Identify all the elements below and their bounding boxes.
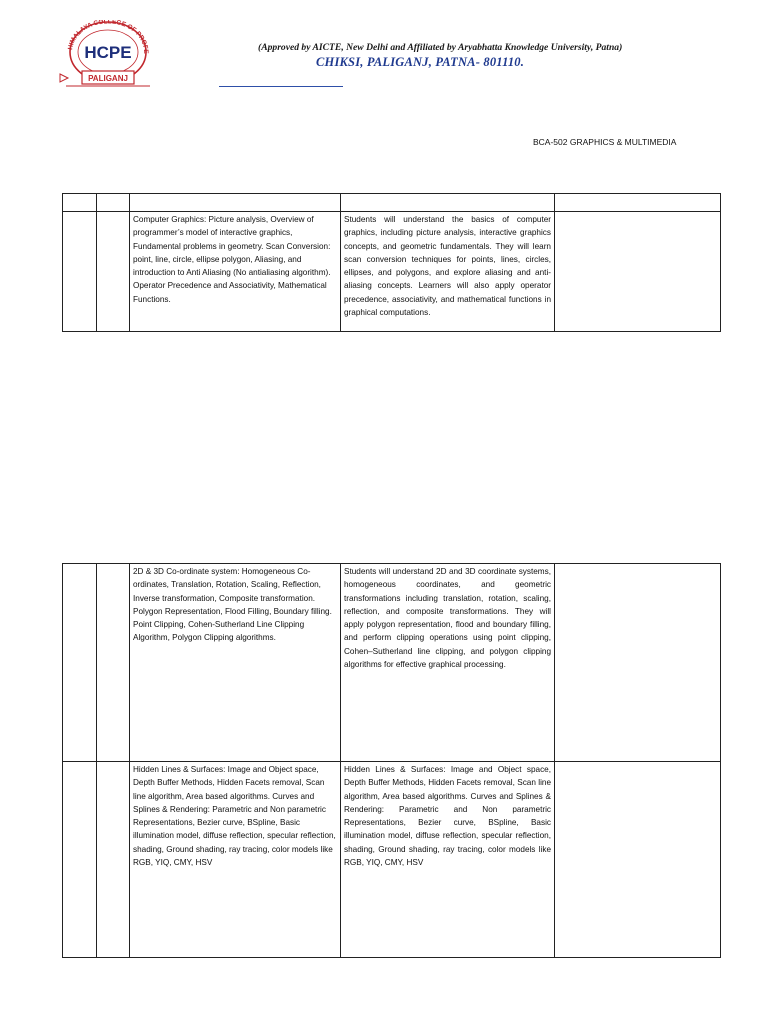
table-cell [555, 762, 721, 958]
outcome-cell: Students will understand 2D and 3D coordinate systems, homogeneous coordinates, and geometric transformations including translation, rotation, scaling, reflection, and composite transformations. They will apply polygon representation, flood and boundary filling, and perform clipping operations using point clipping, Cohen–Sutherland line clipping, and polygon clipping algorithms for effective graphical processing. [341, 564, 555, 762]
table-cell [63, 564, 97, 762]
topic-cell: Hidden Lines & Surfaces: Image and Object space, Depth Buffer Methods, Hidden Facets removal, Scan line algorithm, Area based algorithms. Curves and Splines & Rendering: Parametric and Non parametric Representations, Bezier curve, BSpline, Basic illumination model, diffuse reflection, specular reflection, shading, Ground shading, ray tracing, color models like RGB, YIQ, CMY, HSV [130, 762, 341, 958]
table-cell [97, 762, 130, 958]
table-row [63, 212, 721, 332]
table-cell [63, 212, 97, 332]
outcome-cell: Students will understand the basics of computer graphics, including picture analysis, interactive graphics concepts, and geometric fundamentals. They will learn scan conversion techniques for points, lines, circles, ellipses, and polygons, and explore aliasing and anti-aliasing concepts. Learners will also apply operator precedence, associativity, and mathematical functions in graphical computations. [341, 212, 555, 332]
college-address: CHIKSI, PALIGANJ, PATNA- 801110. [316, 55, 525, 69]
logo-initials: HCPE [84, 43, 132, 62]
topic-cell: Computer Graphics: Picture analysis, Overview of programmer’s model of interactive graphics, Fundamental problems in geometry. Scan Conversion: point, line, circle, ellipse polygon, Aliasing, and introduction to Anti Aliasing (No antialiasing algorithm). Operator Precedence and Associativity, Mathematical Functions. [130, 212, 341, 332]
table-row [63, 762, 721, 958]
table-cell [63, 762, 97, 958]
course-code: BCA-502 GRAPHICS & MULTIMEDIA [533, 137, 677, 147]
table-cell [555, 564, 721, 762]
outcome-cell [341, 194, 555, 212]
topic-cell [130, 194, 341, 212]
table-cell [63, 194, 97, 212]
table-cell [97, 564, 130, 762]
approval-statement: (Approved by AICTE, New Delhi and Affiliated by Aryabhatta Knowledge University, Patna) [258, 42, 623, 53]
topic-cell: 2D & 3D Co-ordinate system: Homogeneous Co-ordinates, Translation, Rotation, Scaling, Reflection, Inverse transformation, Composite transformation. Polygon Representation, Flood Filling, Boundary filling. Point Clipping, Cohen-Sutherland Line Clipping Algorithm, Polygon Clipping algorithms. [130, 564, 341, 762]
table-cell [97, 212, 130, 332]
syllabus-table-1 [62, 193, 721, 332]
college-seal-graphic [58, 20, 158, 90]
outcome-cell: Hidden Lines & Surfaces: Image and Object space, Depth Buffer Methods, Hidden Facets removal, Scan line algorithm, Area based algorithms. Curves and Splines & Rendering: Parametric and Non parametric Representations, Bezier curve, BSpline, Basic illumination model, diffuse reflection, specular reflection, shading, Ground shading, ray tracing, color models like RGB, YIQ, CMY, HSV [341, 762, 555, 958]
table-cell [97, 194, 130, 212]
logo-place: PALIGANJ [88, 74, 128, 83]
table-row [63, 564, 721, 762]
header-divider [219, 86, 343, 87]
syllabus-table-2 [62, 563, 721, 958]
table-cell [555, 194, 721, 212]
table-row [63, 194, 721, 212]
college-logo [58, 20, 158, 90]
svg-text:HIMALAYA COLLEGE OF PROFESSION: HIMALAYA COLLEGE OF PROFE [67, 20, 150, 54]
table-cell [555, 212, 721, 332]
